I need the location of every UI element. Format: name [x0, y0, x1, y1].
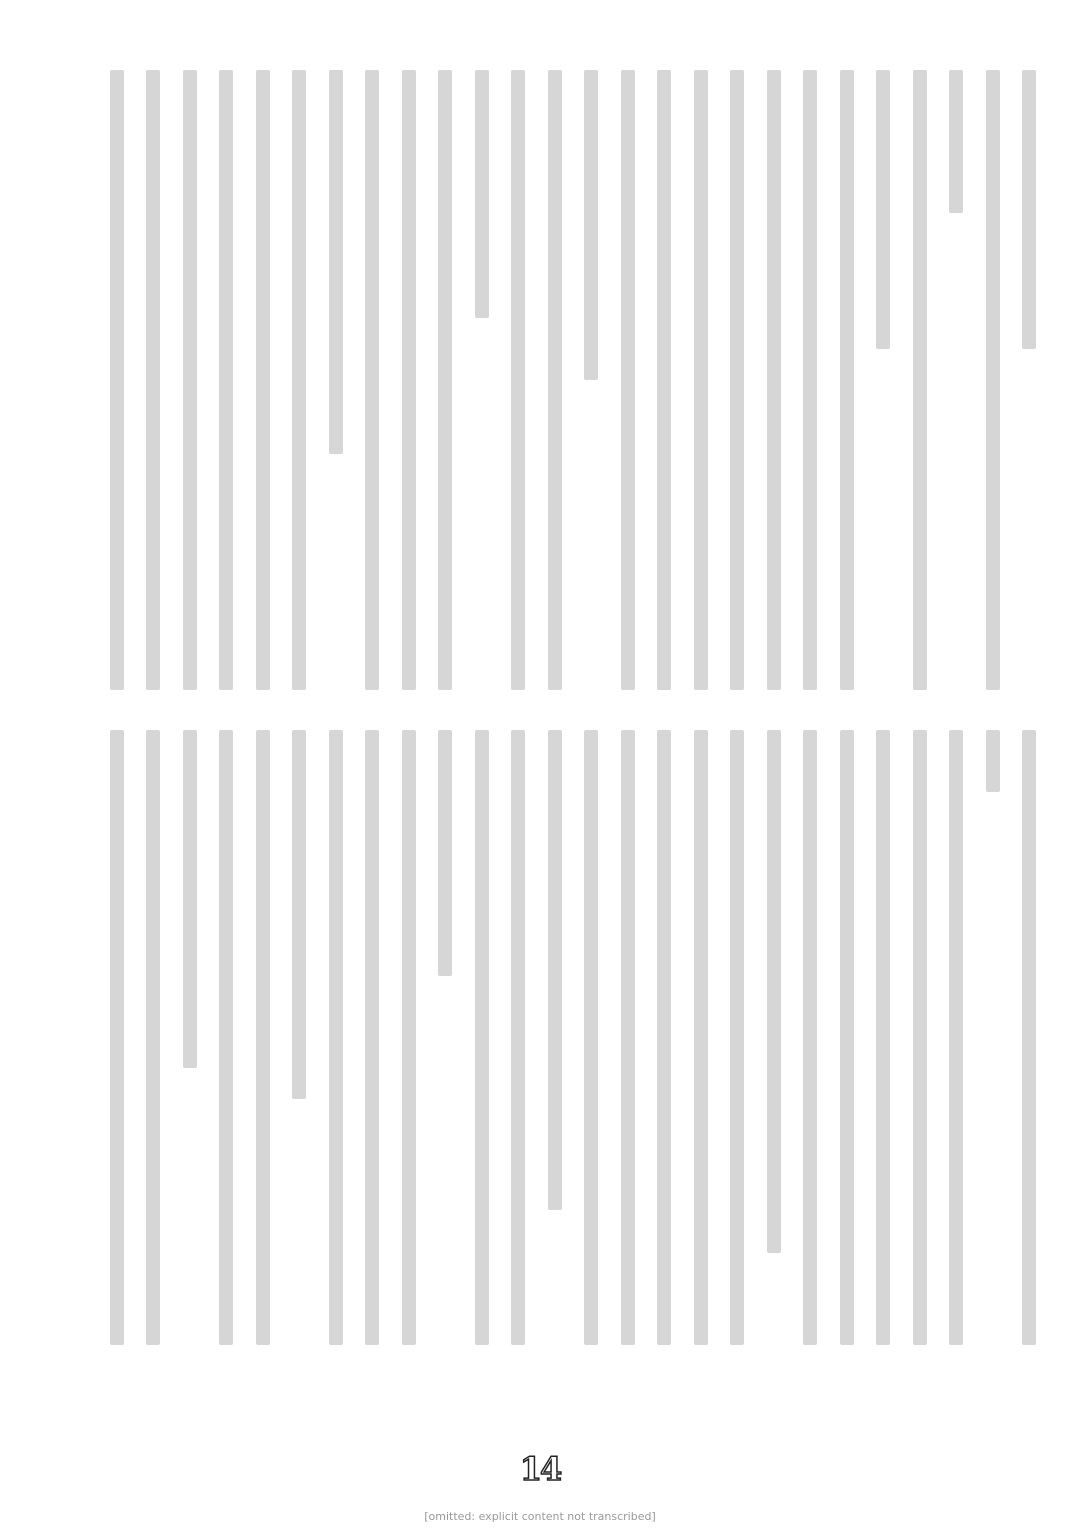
text-line-redacted [402, 70, 416, 690]
text-line-redacted [511, 730, 525, 1345]
text-line-redacted [365, 70, 379, 690]
text-line-redacted [949, 730, 963, 1345]
text-line-redacted [621, 730, 635, 1345]
lower-text-tier [80, 730, 1040, 1355]
text-line-redacted [876, 730, 890, 1345]
text-line-redacted [438, 70, 452, 690]
text-line-redacted [219, 70, 233, 690]
text-line-redacted [548, 730, 562, 1210]
text-line-redacted [548, 70, 562, 690]
text-line-redacted [767, 730, 781, 1253]
text-line-redacted [840, 70, 854, 690]
page-number: 14 [519, 1450, 561, 1488]
upper-text-tier [80, 70, 1040, 700]
text-line-redacted [767, 70, 781, 690]
text-line-redacted [292, 70, 306, 690]
text-line-redacted [146, 730, 160, 1345]
text-line-redacted [292, 730, 306, 1099]
text-line-redacted [584, 70, 598, 380]
text-line-redacted [1022, 730, 1036, 1345]
text-line-redacted [730, 70, 744, 690]
text-line-redacted [219, 730, 233, 1345]
text-line-redacted [694, 70, 708, 690]
text-line-redacted [402, 730, 416, 1345]
text-line-redacted [511, 70, 525, 690]
text-line-redacted [621, 70, 635, 690]
text-line-redacted [256, 70, 270, 690]
text-line-redacted [949, 70, 963, 213]
text-line-redacted [986, 70, 1000, 690]
omitted-text-notice: [omitted: explicit content not transcribed] [424, 1510, 656, 1523]
text-line-redacted [329, 70, 343, 454]
text-line-redacted [183, 70, 197, 690]
text-line-redacted [256, 730, 270, 1345]
text-line-redacted [110, 730, 124, 1345]
text-line-redacted [438, 730, 452, 976]
text-line-redacted [986, 730, 1000, 792]
text-line-redacted [475, 730, 489, 1345]
text-line-redacted [840, 730, 854, 1345]
text-line-redacted [146, 70, 160, 690]
text-line-redacted [657, 730, 671, 1345]
text-line-redacted [730, 730, 744, 1345]
text-line-redacted [475, 70, 489, 318]
text-line-redacted [913, 730, 927, 1345]
text-line-redacted [803, 70, 817, 690]
text-line-redacted [329, 730, 343, 1345]
text-line-redacted [913, 70, 927, 690]
text-line-redacted [584, 730, 598, 1345]
text-line-redacted [183, 730, 197, 1068]
text-line-redacted [365, 730, 379, 1345]
text-line-redacted [803, 730, 817, 1345]
text-line-redacted [110, 70, 124, 690]
text-line-redacted [694, 730, 708, 1345]
text-line-redacted [657, 70, 671, 690]
text-line-redacted [1022, 70, 1036, 349]
text-line-redacted [876, 70, 890, 349]
